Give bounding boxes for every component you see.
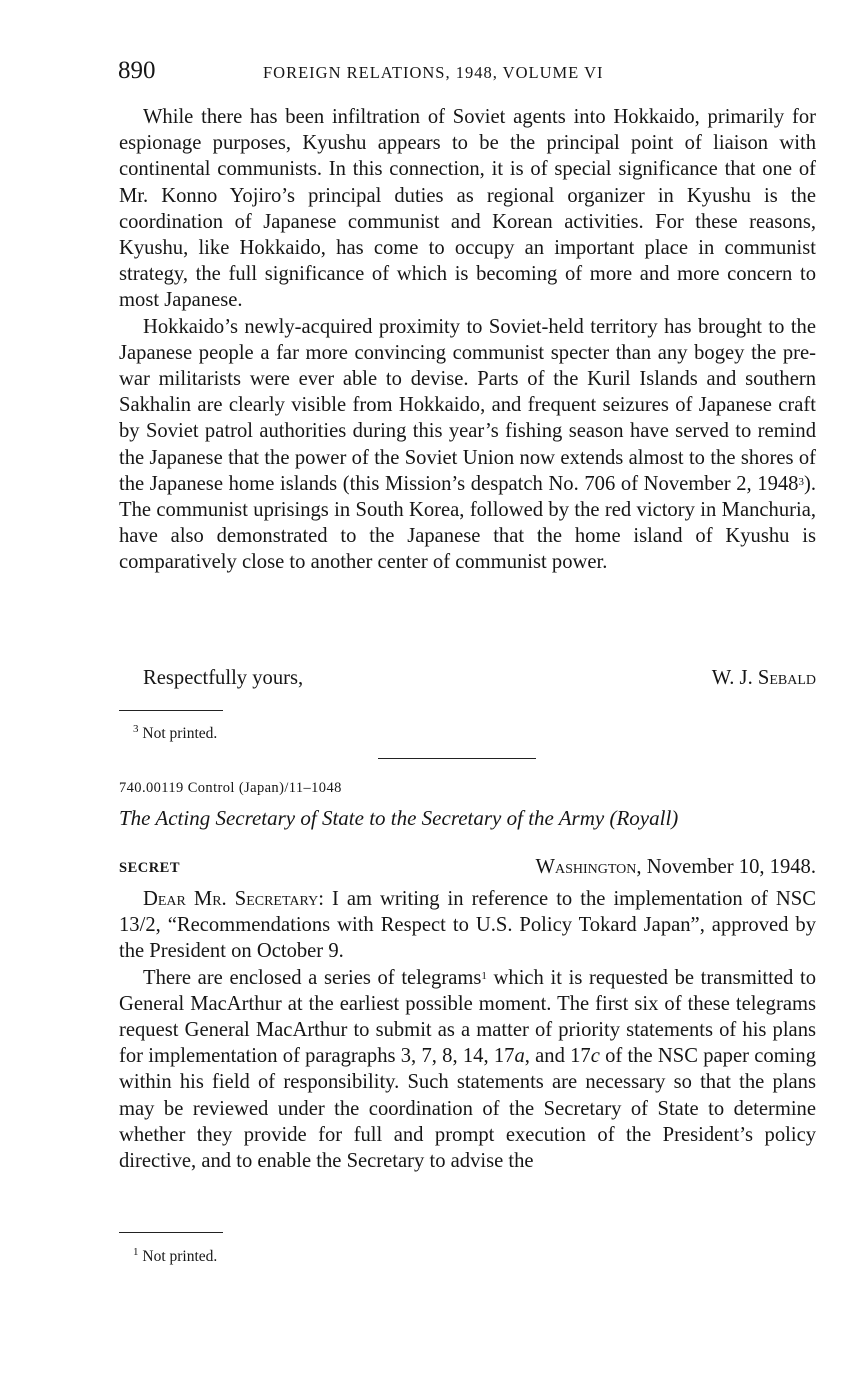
page-number: 890 (118, 57, 156, 84)
footnote-reference: 3 (798, 475, 804, 488)
paragraph: There are enclosed a series of telegrams$^1$ which it is requested be transmitted to General MacArthur at the earliest possible moment. The first six of these telegrams request General MacArthur to submit as a matter of priority statements of his plans for implementation of paragraphs 3, 7, 8, 14, 17a, and 17c of the NSC paper coming within his field of responsibility. Such statements are necessary so that the plans may be reviewed under the coordination of the Secretary of State to determine whether they provide for full and prompt execution of the President’s policy directive, and to enable the Secretary to advise the (119, 966, 816, 1173)
footnote-rule (119, 710, 223, 711)
paragraph: Hokkaido’s newly-acquired proximity to Soviet-held territory has brought to the Japanese people a far more convincing communist specter than any bogey the pre-war militarists were ever able to devise. Parts of the Kuril Islands and southern Sakhalin are clearly visible from Hokkaido, and frequent seizures of Japanese craft by Soviet patrol authorities during this year’s fishing season have served to remind the Japanese that the power of the Soviet Union now extends almost to the shores of the Japanese home islands (this Mission’s despatch No. 706 of November 2, 1948$^3$). The communist uprisings in South Korea, followed by the red victory in Manchuria, have also demonstrated to the Japanese that the home island of Kyushu is comparatively close to another center of communist power. (119, 315, 816, 574)
footnote: $^1$ Not printed. (133, 1246, 218, 1265)
footnote-rule (119, 1232, 223, 1233)
letter-body-2 (119, 886, 816, 1174)
section-separator (378, 758, 536, 759)
letter-body (119, 104, 816, 576)
footnote-reference: 1 (481, 969, 487, 982)
paragraph: While there has been infiltration of Soviet agents into Hokkaido, primarily for espionage purposes, Kyushu appears to be the principal point of liaison with continental communists. In this connection, it is of special significance that one of Mr. Konno Yojiro’s principal duties as regional organizer in Kyushu is the coordination of Japanese communist and Korean activities. For these reasons, Kyushu, like Hokkaido, has come to occupy an important place in communist strategy, the full significance of which is becoming of more and more concern to most Japanese. (119, 106, 816, 312)
document-title: The Acting Secretary of State to the Secretary of the Army (Royall) (119, 806, 679, 830)
complimentary-close: Respectfully yours, (143, 667, 304, 689)
file-number: 740.00119 Control (Japan)/11–1048 (119, 780, 342, 796)
paragraph: Dear Mr. Secretary: I am writing in reference to the implementation of NSC 13/2, “Recommendations with Respect to U.S. Policy Tokard Japan”, approved by the President on October 9. (119, 888, 816, 963)
date: , November 10, 1948. (636, 856, 816, 878)
footnote-marker: 3 (133, 723, 139, 735)
salutation: Dear Mr. Secretary (143, 888, 319, 910)
dateline (536, 856, 816, 879)
letter-closing (119, 667, 816, 693)
running-head: FOREIGN RELATIONS, 1948, VOLUME VI (263, 63, 604, 82)
place: Washington (535, 856, 637, 878)
addressee-name: Royall (616, 806, 672, 830)
footnote-marker: 1 (133, 1246, 139, 1258)
footnote: $^3$ Not printed. (133, 723, 218, 742)
page-header (118, 57, 816, 87)
signature: W. J. Sebald (711, 667, 816, 689)
classification-marking: SECRET (119, 860, 181, 876)
